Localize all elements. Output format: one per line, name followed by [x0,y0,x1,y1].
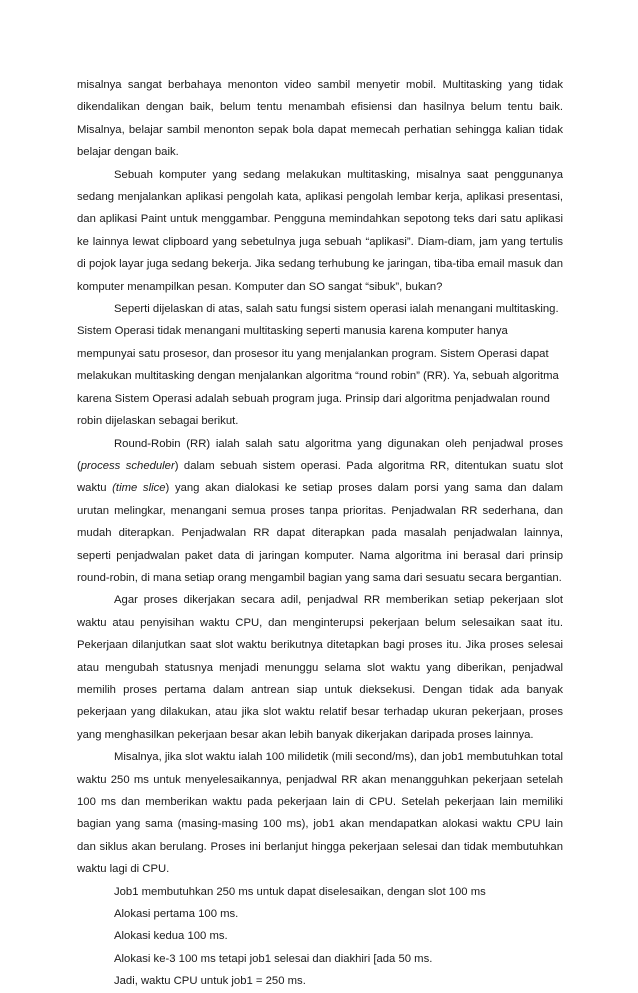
paragraph-4-part-c: ) yang akan dialokasi ke setiap proses dalam porsi yang sama dan dalam urutan melingkar, menangani semua proses tanpa prioritas. Penjadwalan RR sederhana, dan mudah diterapkan. Penjadwalan RR dapat diterapkan pada masalah penjadwalan lainnya, seperti penjadwalan paket data di jaringan komputer. Nama algoritma ini berasal dari prinsip round-robin, di mana setiap orang mengambil bagian yang sama dari sesuatu secara bergantian. [77,482,564,584]
paragraph-4 [77,433,563,590]
paragraph-5: Agar proses dikerjakan secara adil, penjadwal RR memberikan setiap pekerjaan slot waktu atau penyisihan waktu CPU, dan menginterupsi pekerjaan belum selesaikan saat itu. Pekerjaan dilanjutkan saat slot waktu berikutnya ditetapkan bagi proses itu. Jika proses selesai atau mengubah statusnya menjadi menunggu selama slot waktu yang diberikan, penjadwal memilih proses pertama dalam antrean siap untuk dieksekusi. Dengan tidak ada banyak pekerjaan yang dilakukan, atau jika slot waktu relatif besar terhadap ukuran pekerjaan, proses yang menghasilkan pekerjaan besar akan lebih banyak dikerjakan daripada proses lainnya. [77,594,563,741]
paragraph-4-italic-1: process scheduler [80,459,175,472]
text-body [77,74,563,993]
paragraph-2: Sebuah komputer yang sedang melakukan multitasking, misalnya saat penggunanya sedang menjalankan aplikasi pengolah kata, aplikasi pengolah lembar kerja, aplikasi presentasi, dan aplikasi Paint untuk menggambar. Pengguna memindahkan sepotong teks dari satu aplikasi ke lainnya lewat clipboard yang sebetulnya juga sebuah “aplikasi”. Diam-diam, jam yang tertulis di pojok layar juga sedang bekerja. Jika sedang terhubung ke jaringan, tiba-tiba email masuk dan komputer menampilkan pesan. Komputer dan SO sangat “sibuk”, bukan? [77,168,563,293]
paragraph-3: Seperti dijelaskan di atas, salah satu fungsi sistem operasi ialah menangani multitasking. Sistem Operasi tidak menangani multitasking seperti manusia karena komputer hanya mempunyai satu prosesor, dan prosesor itu yang menjalankan program. Sistem Operasi dapat melakukan multitasking dengan menjalankan algoritma “round robin” (RR). Ya, sebuah algoritma karena Sistem Operasi adalah sebuah program juga. Prinsip dari algoritma penjadwalan round robin dijelaskan sebagai berikut. [77,303,559,428]
example-line: Alokasi ke-3 100 ms tetapi job1 selesai dan diakhiri [ada 50 ms. [114,952,433,965]
paragraph-1: misalnya sangat berbahaya menonton video sambil menyetir mobil. Multitasking yang tidak dikendalikan dengan baik, belum tentu menambah efisiensi dan hasilnya belum tentu baik. Misalnya, belajar sambil menonton sepak bola dapat memecah perhatian sehingga kalian tidak belajar dengan baik. [77,79,563,159]
paragraph-4-part-a: Round-Robin (RR) ialah salah satu algoritma yang digunakan oleh penjadwal proses ( [77,437,563,472]
example-line: Alokasi pertama 100 ms. [114,908,239,921]
paragraph-6: Misalnya, jika slot waktu ialah 100 milidetik (mili second/ms), dan job1 membutuhkan total waktu 250 ms untuk menyelesaikannya, penjadwal RR akan menangguhkan pekerjaan setelah 100 ms dan memberikan waktu pada pekerjaan lain di CPU. Setelah pekerjaan lain memiliki bagian yang sama (masing-masing 100 ms), job1 akan mendapatkan alokasi waktu CPU lain dan siklus akan berulang. Proses ini berlanjut hingga pekerjaan selesai dan tidak membutuhkan waktu lagi di CPU. [77,751,563,876]
example-line: Alokasi kedua 100 ms. [114,930,228,943]
example-line: Jadi, waktu CPU untuk job1 = 250 ms. [114,975,306,988]
example-line: Job1 membutuhkan 250 ms untuk dapat diselesaikan, dengan slot 100 ms [114,885,486,898]
paragraph-4-italic-2: (time slice [112,482,166,495]
paragraph-4-part-b: ) dalam sebuah sistem operasi. Pada algoritma RR, ditentukan suatu slot waktu [77,459,563,495]
